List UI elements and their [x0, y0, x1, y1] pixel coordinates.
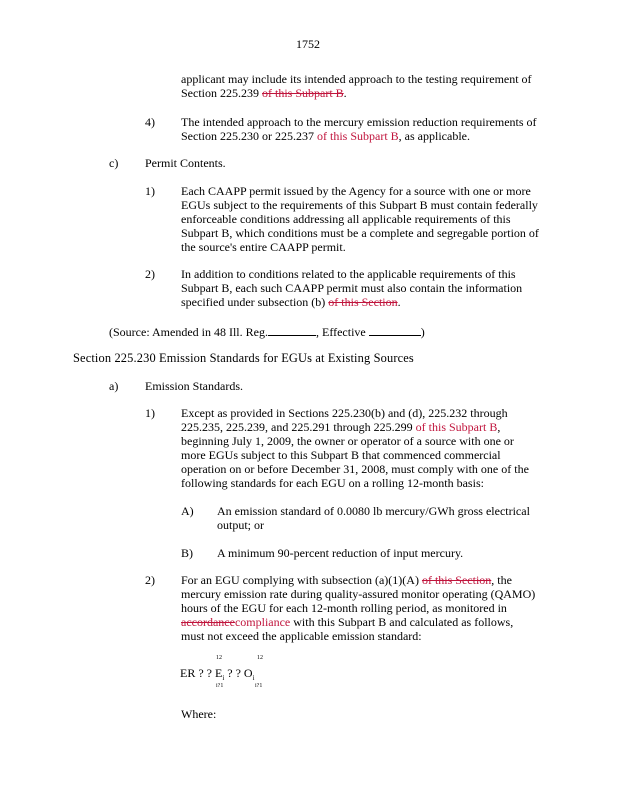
paragraph-line: Section 225.230 or 225.237 of this Subpart B, as applicable. [181, 129, 470, 143]
paragraph-line: Subpart B, each such CAAPP permit must also contain the information [181, 281, 523, 295]
c1-marker: 1) [145, 184, 155, 198]
deleted-text: of this Section [328, 295, 398, 309]
formula-expression: ER ? ? $E_i$ ? ? $O_i$ [180, 666, 255, 682]
deleted-text: of this Section [421, 573, 492, 587]
formula-lower-limit: i?1 [216, 683, 224, 689]
blank-line [369, 324, 421, 336]
formula-lower-limit: i?1 [255, 683, 263, 689]
paragraph-line: beginning July 1, 2009, the owner or operator of a source with one or [181, 434, 514, 448]
permit-contents-heading: Permit Contents. [145, 156, 226, 170]
c2-marker: 2) [145, 267, 155, 281]
subsection-c-marker: c) [109, 156, 119, 170]
paragraph-line: must not exceed the applicable emission standard: [181, 629, 422, 643]
paragraph-line: Except as provided in Sections 225.230(b) and (d), 225.232 through [181, 406, 508, 420]
a2-paragraph [181, 573, 561, 643]
paragraph-line: EGUs subject to the requirements of this Subpart B must contain federally [181, 198, 538, 212]
a1-A-paragraph [217, 504, 557, 532]
paragraph-line: Each CAAPP permit issued by the Agency for a source with one or more [181, 184, 531, 198]
paragraph-line: hours of the EGU for each 12-month rolling period, as monitored in [181, 601, 507, 615]
subsection-a-marker: a) [109, 379, 119, 393]
paragraph-line: output; or [217, 518, 264, 532]
paragraph-line: An emission standard of 0.0080 lb mercury/GWh gross electrical [217, 504, 530, 518]
page-number: 1752 [296, 37, 320, 51]
paragraph-line: 225.235, 225.239, and 225.291 through 225.299 of this Subpart B, [181, 420, 501, 434]
a1-A-marker: A) [181, 504, 194, 518]
source-note: (Source: Amended in 48 Ill. Reg. , Effective ) [109, 325, 425, 339]
where-label: Where: [181, 707, 217, 721]
paragraph-line: following standards for each EGU on a rolling 12-month basis: [181, 476, 484, 490]
a1-B-marker: B) [181, 546, 193, 560]
blank-line [268, 324, 316, 336]
inserted-text: of this Subpart B [317, 129, 399, 143]
emission-rate-formula [180, 655, 290, 695]
deleted-text: of this Subpart B [262, 86, 344, 100]
paragraph-line: enforceable conditions addressing all applicable requirements of this [181, 212, 511, 226]
formula-upper-limit: 12 [216, 655, 222, 661]
inserted-text: compliance [234, 615, 291, 629]
paragraph-line: applicant may include its intended approach to the testing requirement of [181, 72, 532, 86]
item-4-paragraph [181, 115, 561, 143]
paragraph-line: Section 225.239 of this Subpart B. [181, 86, 347, 100]
a2-marker: 2) [145, 573, 155, 587]
c1-paragraph [181, 184, 561, 254]
testing-approach-paragraph [181, 72, 561, 100]
paragraph-line: specified under subsection (b) of this Section. [181, 295, 401, 309]
section-heading: Section 225.230 Emission Standards for EGUs at Existing Sources [73, 351, 414, 365]
paragraph-line: accordancecompliance with this Subpart B and calculated as follows, [181, 615, 514, 629]
item-4-marker: 4) [145, 115, 155, 129]
paragraph-line: For an EGU complying with subsection (a)(1)(A) of this Section, the [181, 573, 512, 587]
c2-paragraph [181, 267, 561, 309]
inserted-text: of this Subpart B [415, 420, 498, 434]
emission-standards-heading: Emission Standards. [145, 379, 243, 393]
paragraph-line: Subpart B, which conditions must be a complete and segregable portion of [181, 226, 539, 240]
paragraph-line: In addition to conditions related to the applicable requirements of this [181, 267, 516, 281]
deleted-text: accordance [181, 615, 235, 629]
formula-upper-limit: 12 [257, 655, 263, 661]
paragraph-line: A minimum 90-percent reduction of input mercury. [217, 546, 464, 560]
paragraph-line: mercury emission rate during quality-assured monitor operating (QAMO) [181, 587, 536, 601]
paragraph-line: more EGUs subject to this Subpart B that commenced commercial [181, 448, 501, 462]
paragraph-line: The intended approach to the mercury emission reduction requirements of [181, 115, 537, 129]
a1-B-paragraph [217, 546, 557, 560]
a1-marker: 1) [145, 406, 155, 420]
paragraph-line: operation on or before December 31, 2008, must comply with one of the [181, 462, 529, 476]
a1-paragraph [181, 406, 561, 490]
paragraph-line: the source's entire CAAPP permit. [181, 240, 346, 254]
